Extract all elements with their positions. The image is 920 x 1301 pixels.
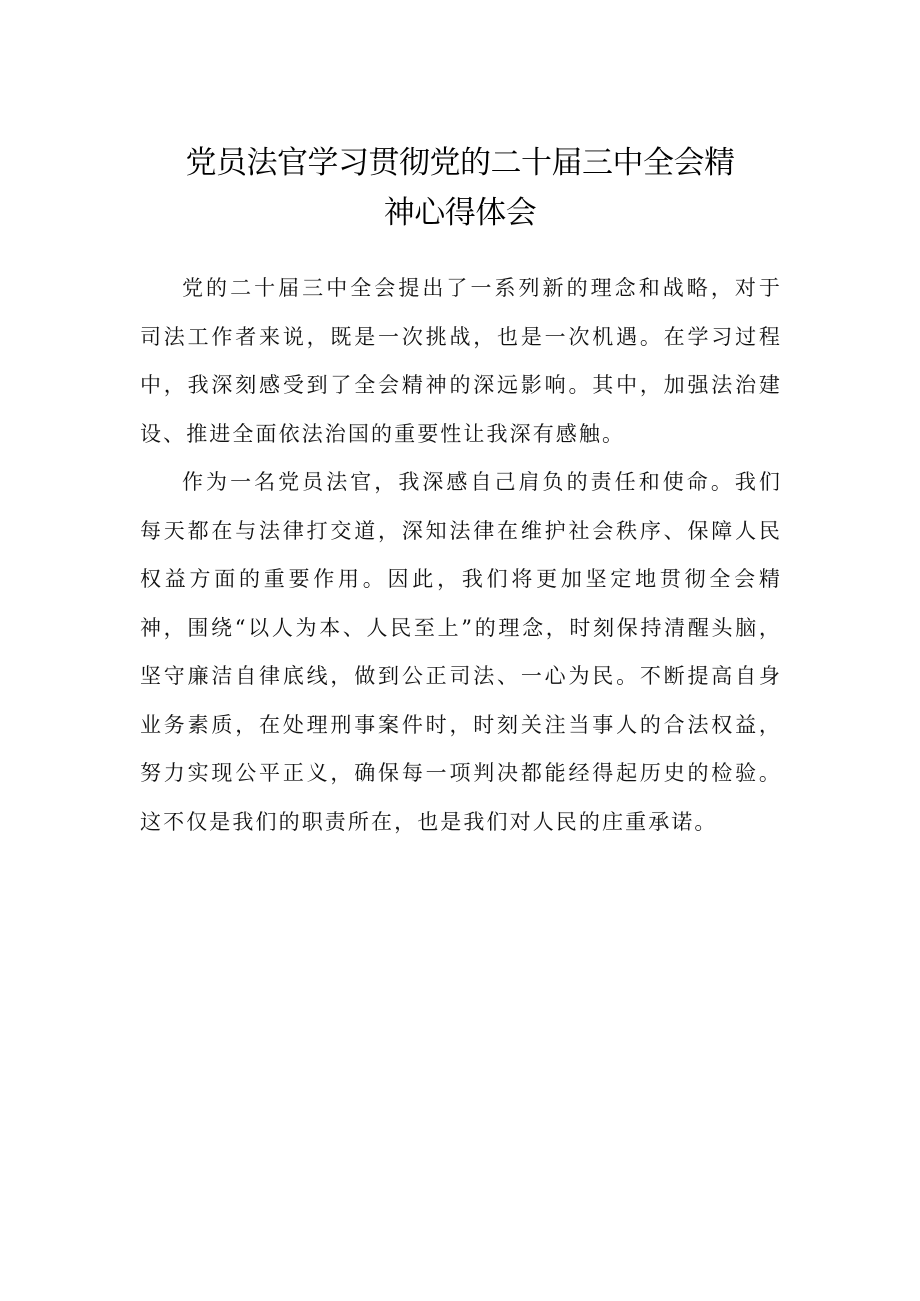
document-body: [140, 264, 782, 846]
body-paragraph-2: 作为一名党员法官，我深感自己肩负的责任和使命。我们每天都在与法律打交道，深知法律在维护社会秩序、保障人民权益方面的重要作用。因此，我们将更加坚定地贯彻全会精神，围绕“以人为本、人民至上”的理念，时刻保持清醒头脑，坚守廉洁自律底线，做到公正司法、一心为民。不断提高自身业务素质，在处理刑事案件时，时刻关注当事人的合法权益，努力实现公平正义，确保每一项判决都能经得起历史的检验。这不仅是我们的职责所在，也是我们对人民的庄重承诺。: [140, 470, 782, 834]
title-line-2: 神心得体会: [383, 195, 537, 231]
title-line-1: 党员法官学习贯彻党的二十届三中全会精: [185, 145, 735, 181]
body-paragraph-1: 党的二十届三中全会提出了一系列新的理念和战略，对于司法工作者来说，既是一次挑战，也是一次机遇。在学习过程中，我深刻感受到了全会精神的深远影响。其中，加强法治建设、推进全面依法治国的重要性让我深有感触。: [140, 276, 782, 446]
document-title: [100, 138, 820, 238]
